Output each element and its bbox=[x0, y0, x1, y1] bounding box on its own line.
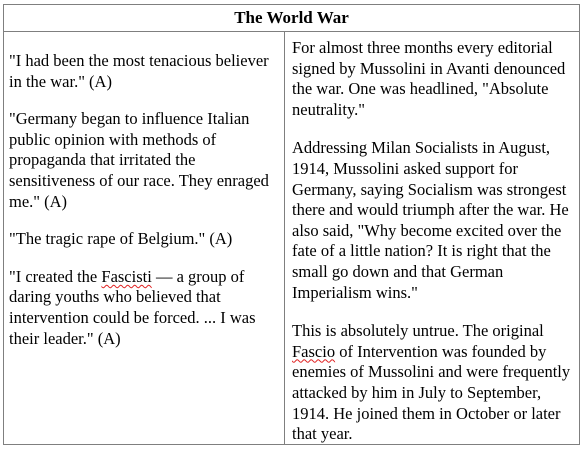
right-column bbox=[285, 32, 579, 444]
spellcheck-flagged-word: Fascio bbox=[292, 341, 336, 361]
commentary-3 bbox=[292, 321, 575, 445]
commentary-1: For almost three months every editorial signed by Mussolini in Avanti denounced the war. One was headlined, "Absolute neutrality." bbox=[292, 38, 566, 119]
quote-1: "I had been the most tenacious believer in the war." (A) bbox=[9, 51, 269, 91]
quote-3: "The tragic rape of Belgium." (A) bbox=[9, 229, 233, 249]
spellcheck-flagged-word: Fascisti bbox=[101, 266, 152, 286]
table-title: The World War bbox=[4, 5, 579, 32]
document-table bbox=[3, 4, 580, 445]
quote-4 bbox=[9, 267, 278, 349]
commentary-3-text-after: of Intervention was founded by enemies of Mussolini and were frequently attacked by him in July to September, 1914. He joined them in October or later that year. bbox=[292, 341, 571, 444]
quote-4-text-after: — a group of daring youths who believed that intervention could be forced. ... I was their leader." (A) bbox=[9, 266, 256, 348]
quote-2: "Germany began to influence Italian public opinion with methods of propaganda that irritated the sensitiveness of our race. They enraged me." (A) bbox=[9, 109, 269, 211]
left-column bbox=[4, 32, 285, 444]
quote-4-text-before: "I created the bbox=[9, 266, 102, 286]
commentary-2: Addressing Milan Socialists in August, 1914, Mussolini asked support for Germany, saying Socialism was strongest there and would triumph after the war. He also said, "Why become excited over the fate of a little nation? It is right that the small go down and that German Imperialism wins." bbox=[292, 138, 569, 302]
commentary-3-text-before: This is absolutely untrue. The original bbox=[292, 321, 544, 341]
